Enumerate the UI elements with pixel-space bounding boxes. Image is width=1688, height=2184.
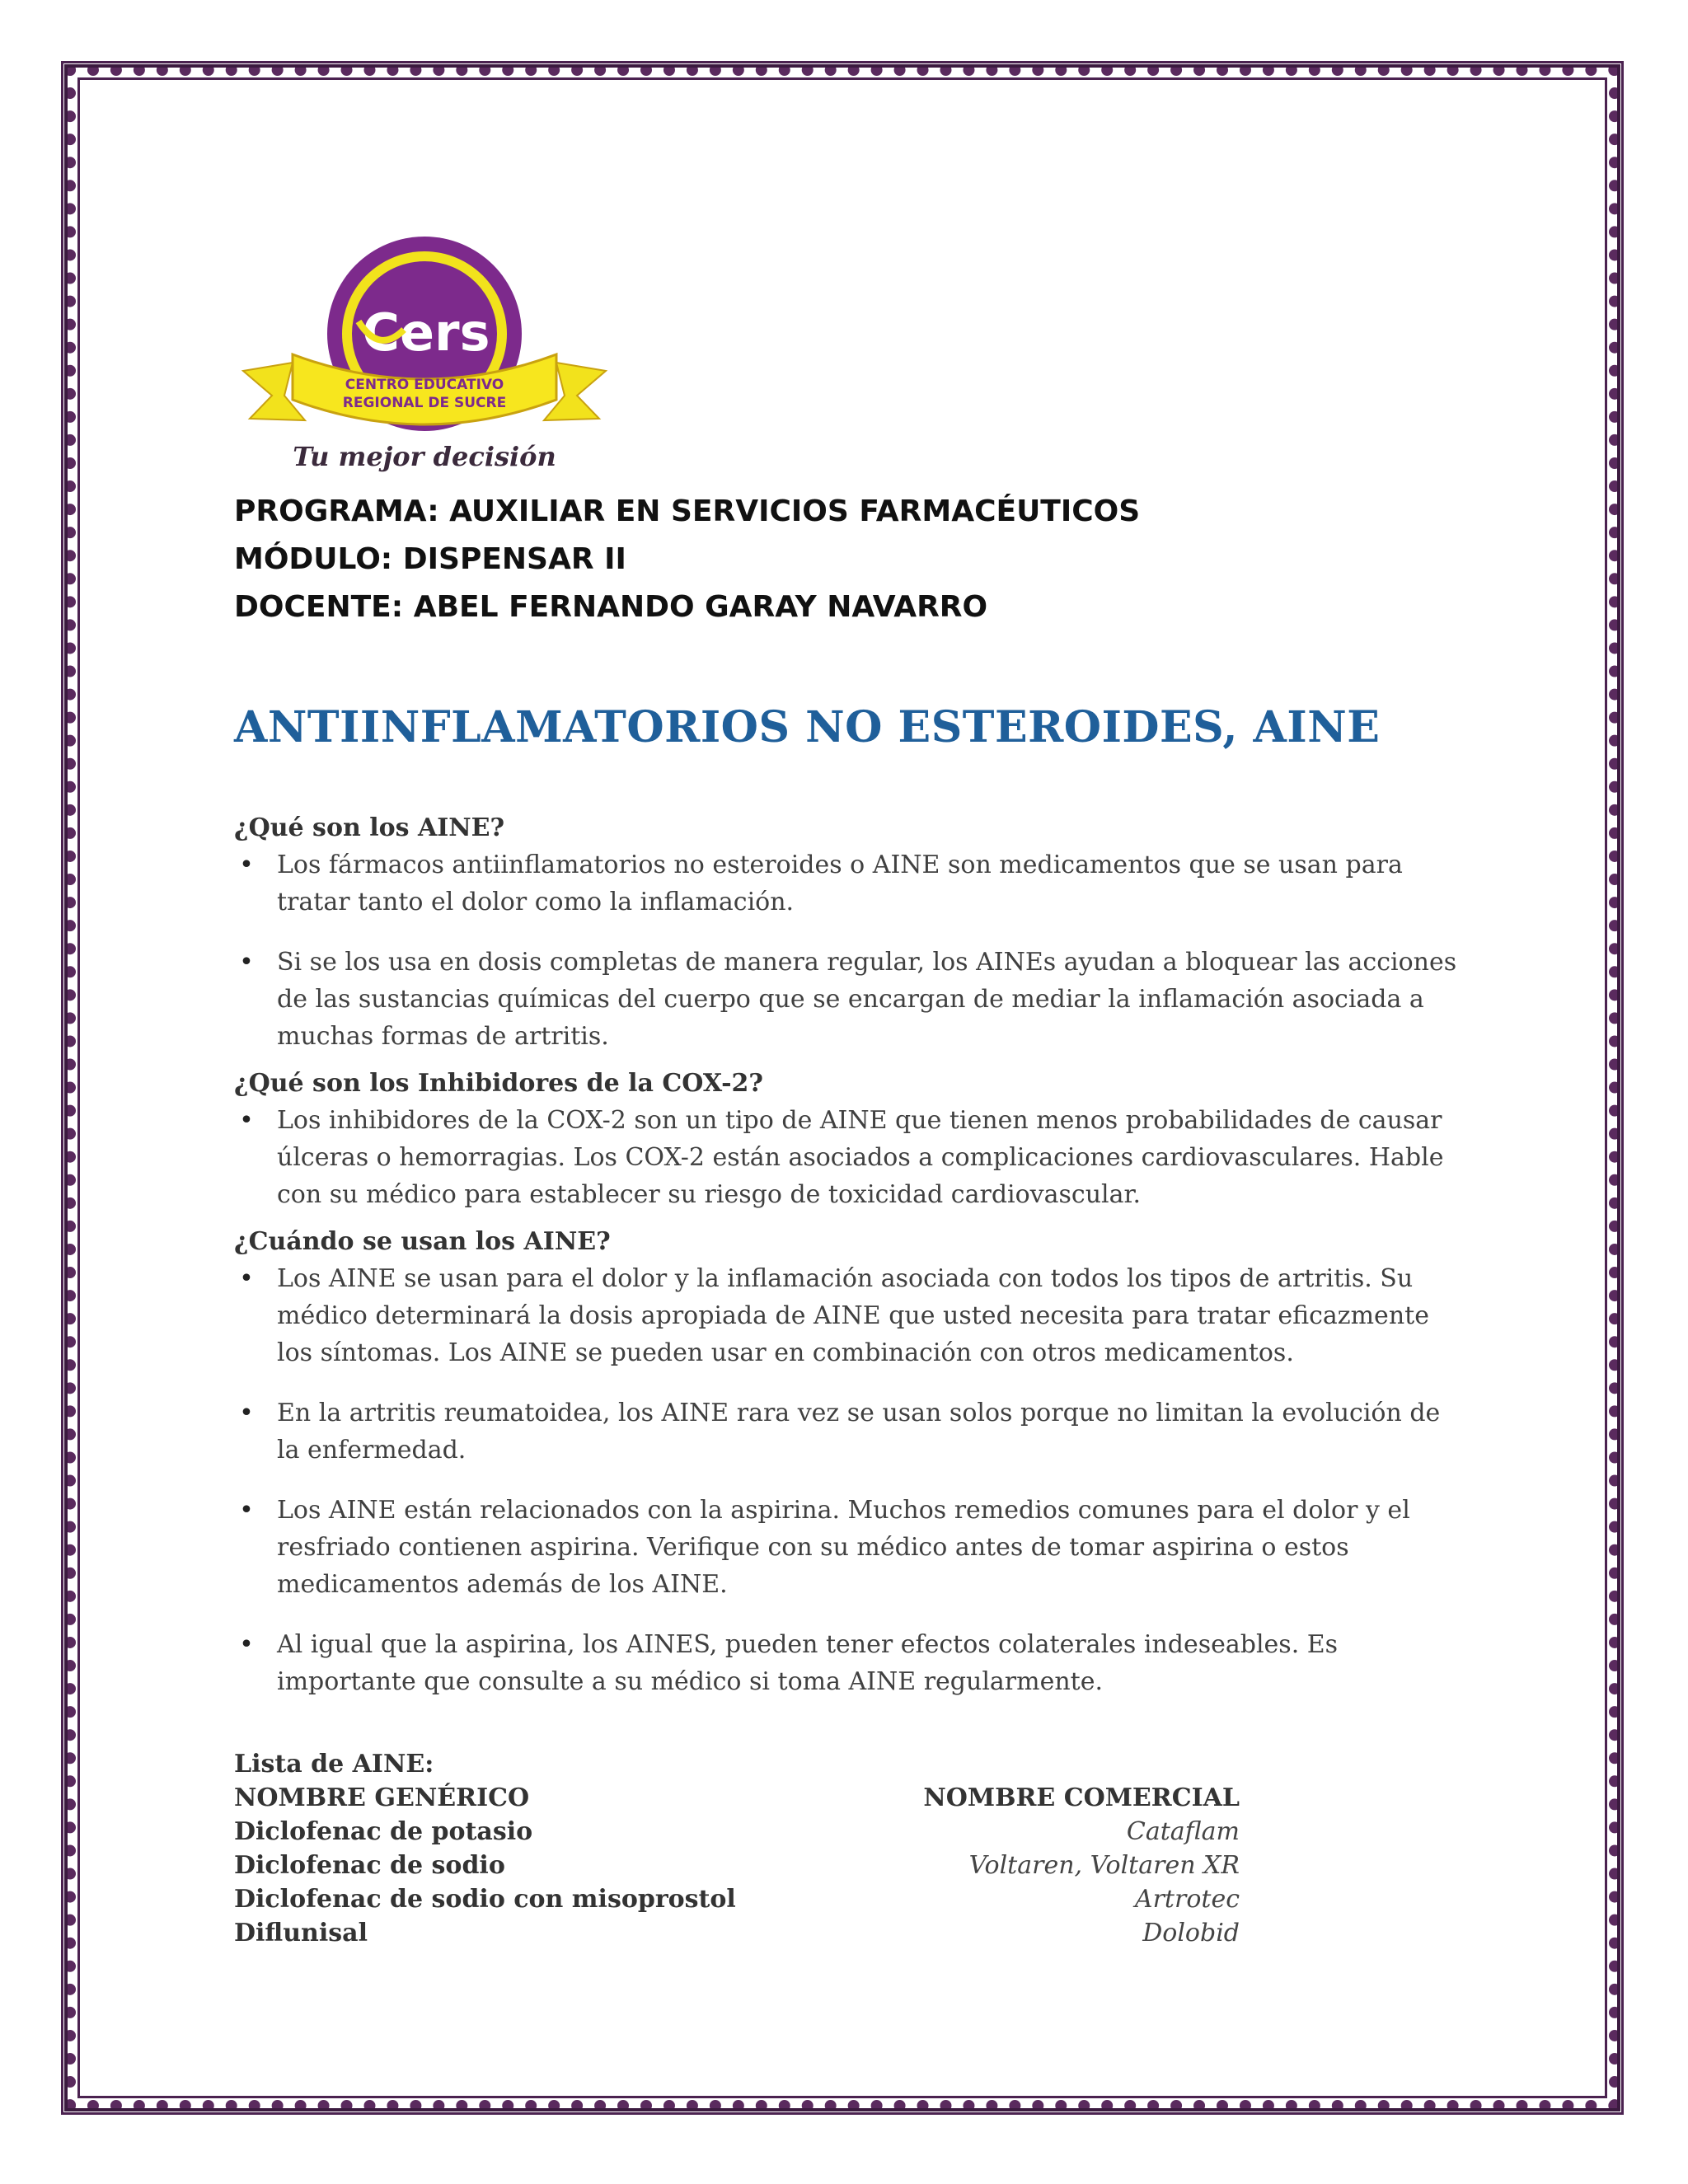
bullet-item [234, 846, 1470, 921]
bullet-item [234, 944, 1470, 1055]
bullet-text: Los AINE están relacionados con la aspirina. Muchos remedios comunes para el dolor y el resfriado contienen aspirina. Verifique con su médico antes de tomar aspirina o estos medicamentos además de los AINE. [277, 1496, 1410, 1599]
brand-name: Voltaren, Voltaren XR [968, 1851, 1240, 1880]
spacer [234, 1469, 1470, 1492]
programa-line: PROGRAMA: AUXILIAR EN SERVICIOS FARMACÉUTICOS [234, 494, 1141, 528]
bullet-icon: • [239, 1106, 254, 1135]
aine-list [234, 1747, 1240, 1950]
bullet-item [234, 1102, 1470, 1213]
document-header [234, 488, 1140, 631]
bullet-icon: • [239, 1496, 254, 1525]
section-heading-cuando: ¿Cuándo se usan los AINE? [234, 1227, 611, 1256]
section-heading-cox2: ¿Qué son los Inhibidores de la COX-2? [234, 1069, 763, 1098]
aine-list-row [234, 1849, 1240, 1882]
brand-name: Dolobid [1142, 1919, 1240, 1947]
docente-line: DOCENTE: ABEL FERNANDO GARAY NAVARRO [234, 590, 988, 624]
brand-name: Artrotec [1134, 1885, 1240, 1914]
bullet-text: En la artritis reumatoidea, los AINE rara vez se usan solos porque no limitan la evolución de la enfermedad. [277, 1399, 1441, 1465]
generic-name: Diflunisal [234, 1919, 368, 1947]
bullet-item [234, 1492, 1470, 1603]
bullet-text: Si se los usa en dosis completas de manera regular, los AINEs ayudan a bloquear las acciones de las sustancias químicas del cuerpo que se encargan de mediar la inflamación asociada a muchas formas de artritis. [277, 948, 1457, 1051]
generic-name: Diclofenac de sodio [234, 1851, 505, 1880]
generic-name: Diclofenac de potasio [234, 1817, 533, 1846]
logo-ribbon-line2: REGIONAL DE SUCRE [342, 395, 507, 411]
modulo-line: MÓDULO: DISPENSAR II [234, 542, 626, 576]
bullet-text: Al igual que la aspirina, los AINES, pueden tener efectos colaterales indeseables. Es importante que consulte a su médico si toma AINE regularmente. [277, 1630, 1339, 1696]
bullet-icon: • [239, 1264, 254, 1293]
bullet-text: Los AINE se usan para el dolor y la inflamación asociada con todos los tipos de artritis. Su médico determinará la dosis apropiada de AINE que usted necesita para tratar eficazmente los síntomas. Los AINE se pueden usar en combinación con otros medicamentos. [277, 1264, 1429, 1367]
aine-list-row [234, 1815, 1240, 1849]
spacer [234, 921, 1470, 944]
bullet-list [234, 1102, 1470, 1213]
brand-name: Cataflam [1126, 1817, 1240, 1846]
bullet-text: Los inhibidores de la COX-2 son un tipo de AINE que tienen menos probabilidades de causar úlceras o hemorragias. Los COX-2 están asociados a complicaciones cardiovasculares. Hable con su médico para establecer su riesgo de toxicidad cardiovascular. [277, 1106, 1444, 1209]
bullet-icon: • [239, 948, 254, 977]
bullet-icon: • [239, 1630, 254, 1659]
aine-list-row [234, 1916, 1240, 1950]
document-body [234, 809, 1470, 1700]
spacer [234, 1371, 1470, 1394]
cers-logo [235, 231, 614, 486]
document-title: ANTIINFLAMATORIOS NO ESTEROIDES, AINE [234, 702, 1381, 752]
aine-list-row [234, 1882, 1240, 1916]
bullet-icon: • [239, 851, 254, 879]
logo-slogan: Tu mejor decisión [293, 441, 556, 472]
bullet-item [234, 1626, 1470, 1700]
section-heading-aine: ¿Qué son los AINE? [234, 813, 505, 842]
bullet-text: Los fármacos antiinflamatorios no esteroides o AINE son medicamentos que se usan para tratar tanto el dolor como la inflamación. [277, 851, 1403, 916]
logo-brand-text: Cers [362, 302, 490, 363]
logo-ribbon-line1: CENTRO EDUCATIVO [345, 377, 504, 393]
aine-list-title: Lista de AINE: [234, 1750, 434, 1779]
bullet-item [234, 1260, 1470, 1371]
bullet-list [234, 1260, 1470, 1700]
bullet-icon: • [239, 1399, 254, 1427]
generic-name: Diclofenac de sodio con misoprostol [234, 1885, 736, 1914]
spacer [234, 1055, 1470, 1065]
spacer [234, 1213, 1470, 1223]
bullet-list [234, 846, 1470, 1055]
aine-list-header-row [234, 1781, 1240, 1815]
spacer [234, 1603, 1470, 1626]
bullet-item [234, 1394, 1470, 1469]
column-header-brand: NOMBRE COMERCIAL [923, 1783, 1240, 1812]
column-header-generic: NOMBRE GENÉRICO [234, 1783, 530, 1812]
